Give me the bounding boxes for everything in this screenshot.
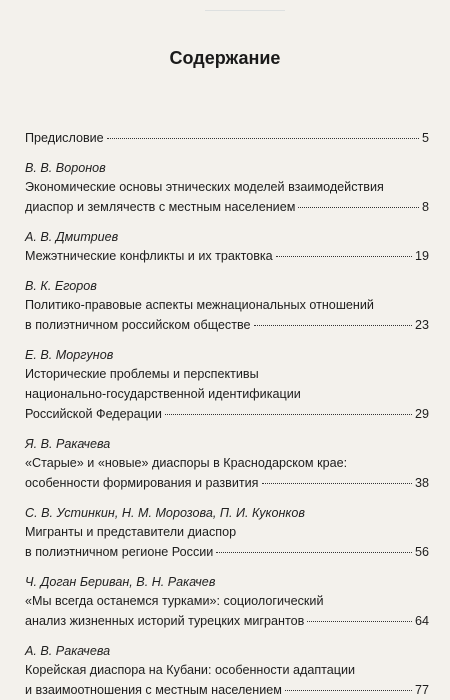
dot-leader — [262, 483, 412, 484]
toc-entry — [25, 505, 429, 562]
toc-entry-last-line — [25, 542, 429, 562]
toc-entry-last-line — [25, 404, 429, 424]
toc-entry-title-line: Экономические основы этнических моделей взаимодействия — [25, 180, 384, 194]
table-of-contents — [25, 128, 429, 700]
toc-entry-page-number: 56 — [414, 545, 429, 559]
toc-entry-author: Я. В. Ракачева — [25, 437, 111, 451]
toc-entry-last-line — [25, 128, 429, 148]
dot-leader — [298, 207, 419, 208]
dot-leader — [285, 690, 412, 691]
toc-entry-page-number: 5 — [421, 131, 429, 145]
toc-entry-author: В. К. Егоров — [25, 279, 97, 293]
page-title: Содержание — [169, 48, 281, 68]
toc-entry-title-line: Предисловие — [25, 131, 104, 145]
toc-entry-last-line — [25, 197, 429, 217]
toc-entry-title-line: в полиэтничном регионе России — [25, 545, 214, 559]
toc-entry — [25, 436, 429, 493]
toc-entry-page-number: 77 — [414, 683, 429, 697]
toc-entry-title-line: национально-государственной идентификации — [25, 387, 301, 401]
toc-entry-author: В. В. Воронов — [25, 161, 106, 175]
toc-entry-title-line: Политико-правовые аспекты межнациональных отношений — [25, 298, 374, 312]
toc-entry-author: С. В. Устинкин, Н. М. Морозова, П. И. Куконков — [25, 506, 305, 520]
dot-leader — [165, 414, 412, 415]
toc-entry-author: Ч. Доган Бериван, В. Н. Ракачев — [25, 575, 216, 589]
dot-leader — [276, 256, 412, 257]
toc-entry-last-line — [25, 611, 429, 631]
toc-entry-page-number: 8 — [421, 200, 429, 214]
toc-entry-last-line — [25, 680, 429, 700]
dot-leader — [307, 621, 412, 622]
dot-leader — [216, 552, 412, 553]
toc-entry-title-line: «Мы всегда останемся турками»: социологический — [25, 594, 324, 608]
toc-entry-author: Е. В. Моргунов — [25, 348, 114, 362]
toc-entry-page-number: 38 — [414, 476, 429, 490]
toc-entry-last-line — [25, 473, 429, 493]
dot-leader — [107, 138, 419, 139]
toc-entry-page-number: 29 — [414, 407, 429, 421]
toc-entry-title-line: диаспор и землячеств с местным населением — [25, 200, 296, 214]
toc-entry-title-line: в полиэтничном российском обществе — [25, 318, 251, 332]
toc-entry-page-number: 19 — [414, 249, 429, 263]
dot-leader — [254, 325, 412, 326]
toc-entry-title-line: и взаимоотношения с местным населением — [25, 683, 282, 697]
toc-entry-author: А. В. Дмитриев — [25, 230, 119, 244]
toc-entry-last-line — [25, 246, 429, 266]
toc-entry-title-line: Исторические проблемы и перспективы — [25, 367, 259, 381]
toc-entry-last-line — [25, 315, 429, 335]
toc-entry-page-number: 64 — [414, 614, 429, 628]
toc-entry-author: А. В. Ракачева — [25, 644, 111, 658]
toc-entry — [25, 128, 429, 148]
toc-entry-title-line: особенности формирования и развития — [25, 476, 259, 490]
toc-entry-title-line: Корейская диаспора на Кубани: особенности адаптации — [25, 663, 356, 677]
toc-entry — [25, 229, 429, 266]
toc-entry-title-line: Межэтнические конфликты и их трактовка — [25, 249, 273, 263]
toc-entry — [25, 160, 429, 217]
toc-entry — [25, 574, 429, 631]
toc-entry — [25, 643, 429, 700]
toc-entry-title-line: Российской Федерации — [25, 407, 162, 421]
toc-entry — [25, 278, 429, 335]
toc-entry-title-line: Мигранты и представители диаспор — [25, 525, 237, 539]
toc-entry — [25, 347, 429, 424]
toc-entry-page-number: 23 — [414, 318, 429, 332]
toc-entry-title-line: «Старые» и «новые» диаспоры в Краснодарском крае: — [25, 456, 348, 470]
toc-entry-title-line: анализ жизненных историй турецких мигрантов — [25, 614, 305, 628]
bleed-through-header — [205, 0, 285, 11]
